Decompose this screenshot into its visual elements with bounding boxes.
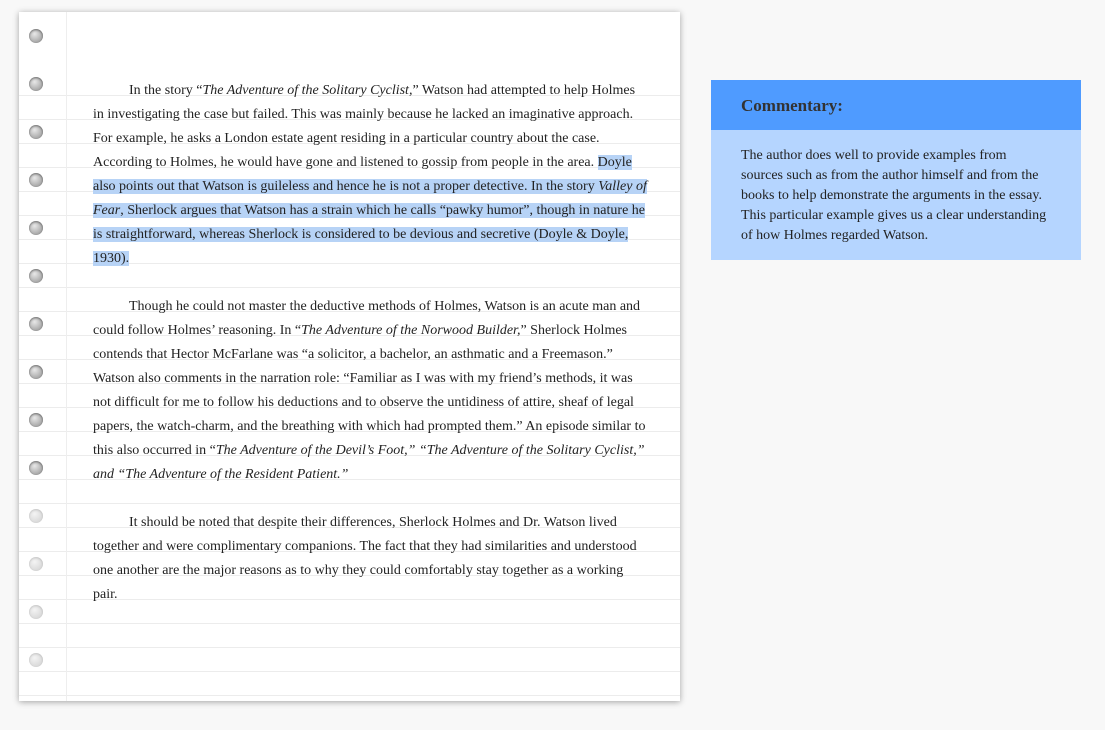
- binder-hole-icon: [29, 173, 43, 187]
- binder-hole-icon: [29, 317, 43, 331]
- essay-paper: [19, 12, 680, 701]
- binder-hole-icon: [29, 461, 43, 475]
- binder-hole-icon: [29, 269, 43, 283]
- paper-margin-line: [66, 12, 67, 701]
- commentary-body: The author does well to provide examples from sources such as from the author himself and from the books to help demonstrate the arguments in the essay. This particular example gives us a clear understanding of how Holmes regarded Watson.: [741, 148, 1047, 243]
- essay-text[interactable]: [93, 79, 648, 631]
- binder-hole-icon: [29, 365, 43, 379]
- binder-hole-icon: [29, 125, 43, 139]
- commentary-panel: [711, 80, 1081, 260]
- binder-hole-icon: [29, 557, 43, 571]
- essay-paragraph-3: It should be noted that despite their differences, Sherlock Holmes and Dr. Watson lived together and were complimentary companions. The fact that they had similarities and understood one another are the major reasons as to why they could comfortably stay together as a working pair.: [93, 515, 637, 602]
- binder-hole-icon: [29, 29, 43, 43]
- essay-paragraph-2: Though he could not master the deductive methods of Holmes, Watson is an acute man and could follow Holmes’ reasoning. In “The Adventure of the Norwood Builder,” Sherlock Holmes contends that Hector McFarlane was “a solicitor, a bachelor, an asthmatic and a Freemason.” Watson also comments in the narration role: “Familiar as I was with my friend’s methods, it was not difficult for me to follow his deductions and to observe the untidiness of attire, sheaf of legal papers, the watch-charm, and the breathing with which had prompted them.” An episode similar to this also occurred in “The Adventure of the Devil’s Foot,” “The Adventure of the Solitary Cyclist,” and “The Adventure of the Resident Patient.”: [93, 299, 646, 482]
- highlighted-text[interactable]: Doyle also points out that Watson is guileless and hence he is not a proper detective. In the story Valley of Fear, Sherlock argues that Watson has a strain which he calls “pawky humor”, though in nature he is straightforward, whereas Sherlock is considered to be devious and secretive (Doyle & Doyle, 1930).: [93, 155, 647, 266]
- binder-hole-icon: [29, 413, 43, 427]
- paper-top-blank: [19, 12, 680, 72]
- binder-hole-icon: [29, 653, 43, 667]
- binder-hole-icon: [29, 509, 43, 523]
- essay-paragraph-1: In the story “The Adventure of the Solitary Cyclist,” Watson had attempted to help Holmes in investigating the case but failed. This was mainly because he lacked an imaginative approach. For example, he asks a London estate agent residing in a particular country about the case. According to Holmes, he would have gone and listened to gossip from people in the area. Doyle also points out that Watson is guileless and hence he is not a proper detective. In the story Valley of Fear, Sherlock argues that Watson has a strain which he calls “pawky humor”, though in nature he is straightforward, whereas Sherlock is considered to be devious and secretive (Doyle & Doyle, 1930).: [93, 83, 647, 266]
- binder-hole-icon: [29, 221, 43, 235]
- binder-hole-icon: [29, 605, 43, 619]
- binder-hole-icon: [29, 77, 43, 91]
- commentary-title: Commentary:: [711, 80, 1081, 130]
